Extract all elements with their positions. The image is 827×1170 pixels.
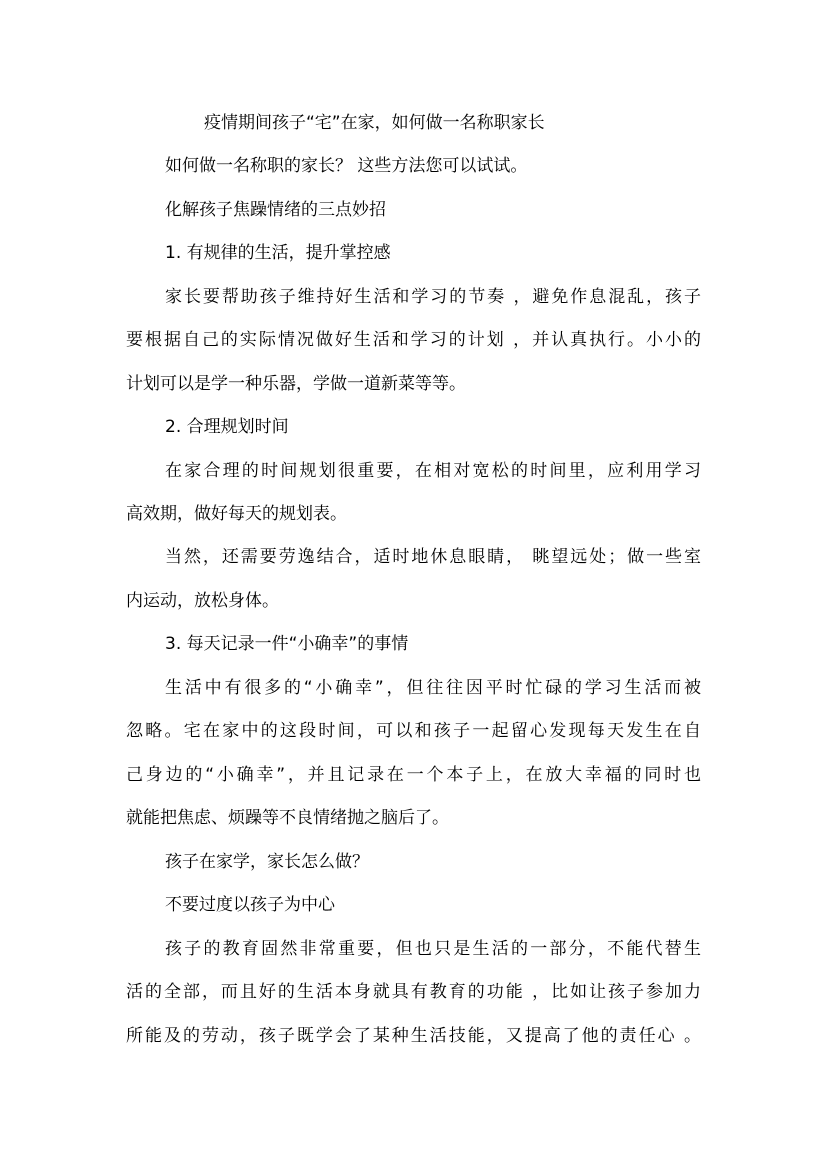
document-title: 疫情期间孩子“宅”在家，如何做一名称职家长 [204, 113, 545, 133]
section1-heading: 1. 有规律的生活，提升掌控感 [165, 243, 391, 263]
section2-line: 高效期，做好每天的规划表。 [126, 504, 347, 524]
final-line: 孩子的教育固然非常重要，但也只是生活的一部分，不能代替生 [165, 939, 701, 959]
section3-line: 就能把焦虑、烦躁等不良情绪抛之脑后了。 [126, 808, 449, 828]
section2-heading: 2. 合理规划时间 [165, 417, 289, 437]
intro-text: 如何做一名称职的家长？ 这些方法您可以试试。 [165, 156, 528, 176]
section3-heading: 3. 每天记录一件“小确幸”的事情 [165, 634, 409, 654]
final-line: 所能及的劳动，孩子既学会了某种生活技能，又提高了他的责任心 。 [126, 1026, 701, 1046]
main-heading: 化解孩子焦躁情绪的三点妙招 [165, 200, 386, 220]
question-heading: 孩子在家学，家长怎么做？ [165, 852, 369, 872]
section1-line: 家长要帮助孩子维持好生活和学习的节奏 ，避免作息混乱，孩子 [165, 287, 701, 307]
subheading: 不要过度以孩子为中心 [165, 895, 335, 915]
section3-line: 己身边的“小确幸”，并且记录在一个本子上，在放大幸福的同时也 [126, 765, 701, 785]
section2-line: 在家合理的时间规划很重要，在相对宽松的时间里，应利用学习 [165, 461, 701, 481]
section3-line: 忽略。宅在家中的这段时间，可以和孩子一起留心发现每天发生在自 [126, 721, 701, 741]
section2-line: 内运动，放松身体。 [126, 591, 279, 611]
section2-line: 当然，还需要劳逸结合，适时地休息眼睛， 眺望远处；做一些室 [165, 547, 701, 567]
section1-line: 要根据自己的实际情况做好生活和学习的计划 ，并认真执行。小小的 [126, 330, 701, 350]
section3-line: 生活中有很多的“小确幸”，但往往因平时忙碌的学习生活而被 [165, 678, 701, 698]
section1-line: 计划可以是学一种乐器，学做一道新菜等等。 [126, 374, 466, 394]
final-line: 活的全部，而且好的生活本身就具有教育的功能 ，比如让孩子参加力 [126, 982, 701, 1002]
